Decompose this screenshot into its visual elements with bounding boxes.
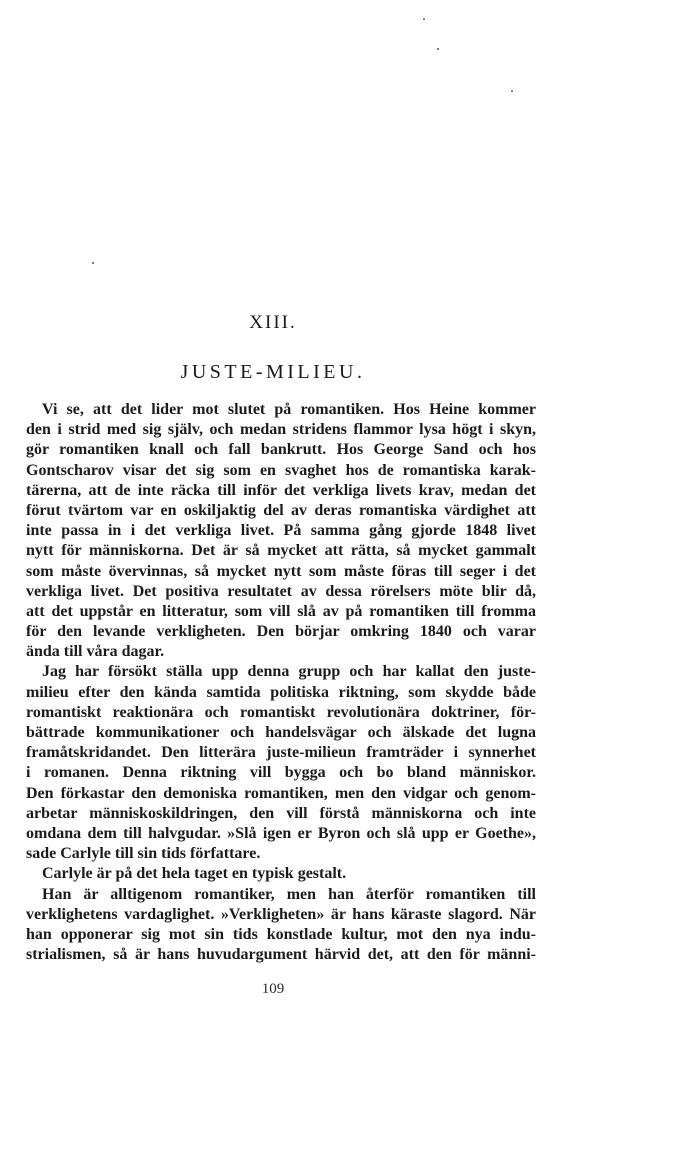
text-line: förut tvärtom var en oskiljaktig del av deras romantiska värdighet att [26,501,536,519]
text-line: Den förkastar den demoniska romantiken, men den vidgar och genom- [26,784,536,802]
scan-speck [437,48,439,50]
scan-speck [511,90,513,92]
text-line: tärerna, att de inte räcka till inför det verkliga livets krav, medan det [26,481,536,499]
scan-speck [92,262,94,264]
text-line: den i strid med sig själv, och medan stridens flammor lysa högt i skyn, [26,421,536,439]
text-line: som måste övervinnas, så mycket nytt som måste föras till seger i det [26,562,536,580]
scan-speck [423,18,425,20]
text-line: arbetar människoskildringen, den vill förstå människorna och inte [26,804,536,822]
text-line: Gontscharov visar det sig som en svaghet hos de romantiska karak- [26,461,536,479]
text-line: milieu efter den kända samtida politiska riktning, som skydde både [26,683,536,701]
chapter-title: JUSTE-MILIEU. [180,361,366,383]
text-line: omdana dem till halvgudar. »Slå igen er Byron och slå upp er Goethe», [26,824,536,842]
text-line: strialismen, så är hans huvudargument härvid det, att den för männi- [26,946,536,964]
text-line: nytt för människorna. Det är så mycket att rätta, så mycket gammalt [26,542,536,560]
text-line: i romanen. Denna riktning vill bygga och bo bland människor. [26,764,536,782]
text-line: inte passa in i det verkliga livet. På samma gång gjorde 1848 livet [26,522,536,540]
text-line: gör romantiken knall och fall bankrutt. Hos George Sand och hos [26,441,536,459]
chapter-number: XIII. [249,312,297,333]
text-line: Han är alltigenom romantiker, men han återför romantiken till [42,885,536,903]
text-line: bättrade kommunikationer och handelsvägar och älskade det lugna [26,724,536,741]
text-line: sade Carlyle till sin tids författare. [26,845,261,863]
text-line: han opponerar sig mot sin tids konstlade kultur, mot den nya indu- [26,925,536,943]
text-line: för den levande verkligheten. Den börjar omkring 1840 och varar [26,623,536,641]
text-line: framåtskridandet. Den litterära juste-milieun framträder i synnerhet [26,744,536,762]
text-line: Carlyle är på det hela taget en typisk gestalt. [42,865,347,883]
text-line: verklighetens vardaglighet. »Verkligheten» är hans käraste slagord. När [26,905,536,923]
text-line: romantiskt reaktionära och romantiskt revolutionära doktriner, för- [26,703,536,721]
text-line: ända till våra dagar. [26,643,165,661]
page-number: 109 [261,981,285,997]
text-line: att det uppstår en litteratur, som vill slå av på romantiken till fromma [26,602,536,620]
text-line: Jag har försökt ställa upp denna grupp och har kallat den juste- [42,663,536,681]
text-line: Vi se, att det lider mot slutet på romantiken. Hos Heine kommer [42,401,536,418]
body-text [26,400,536,965]
text-line: verkliga livet. Det positiva resultatet av dessa rörelsers möte blir då, [26,582,536,600]
